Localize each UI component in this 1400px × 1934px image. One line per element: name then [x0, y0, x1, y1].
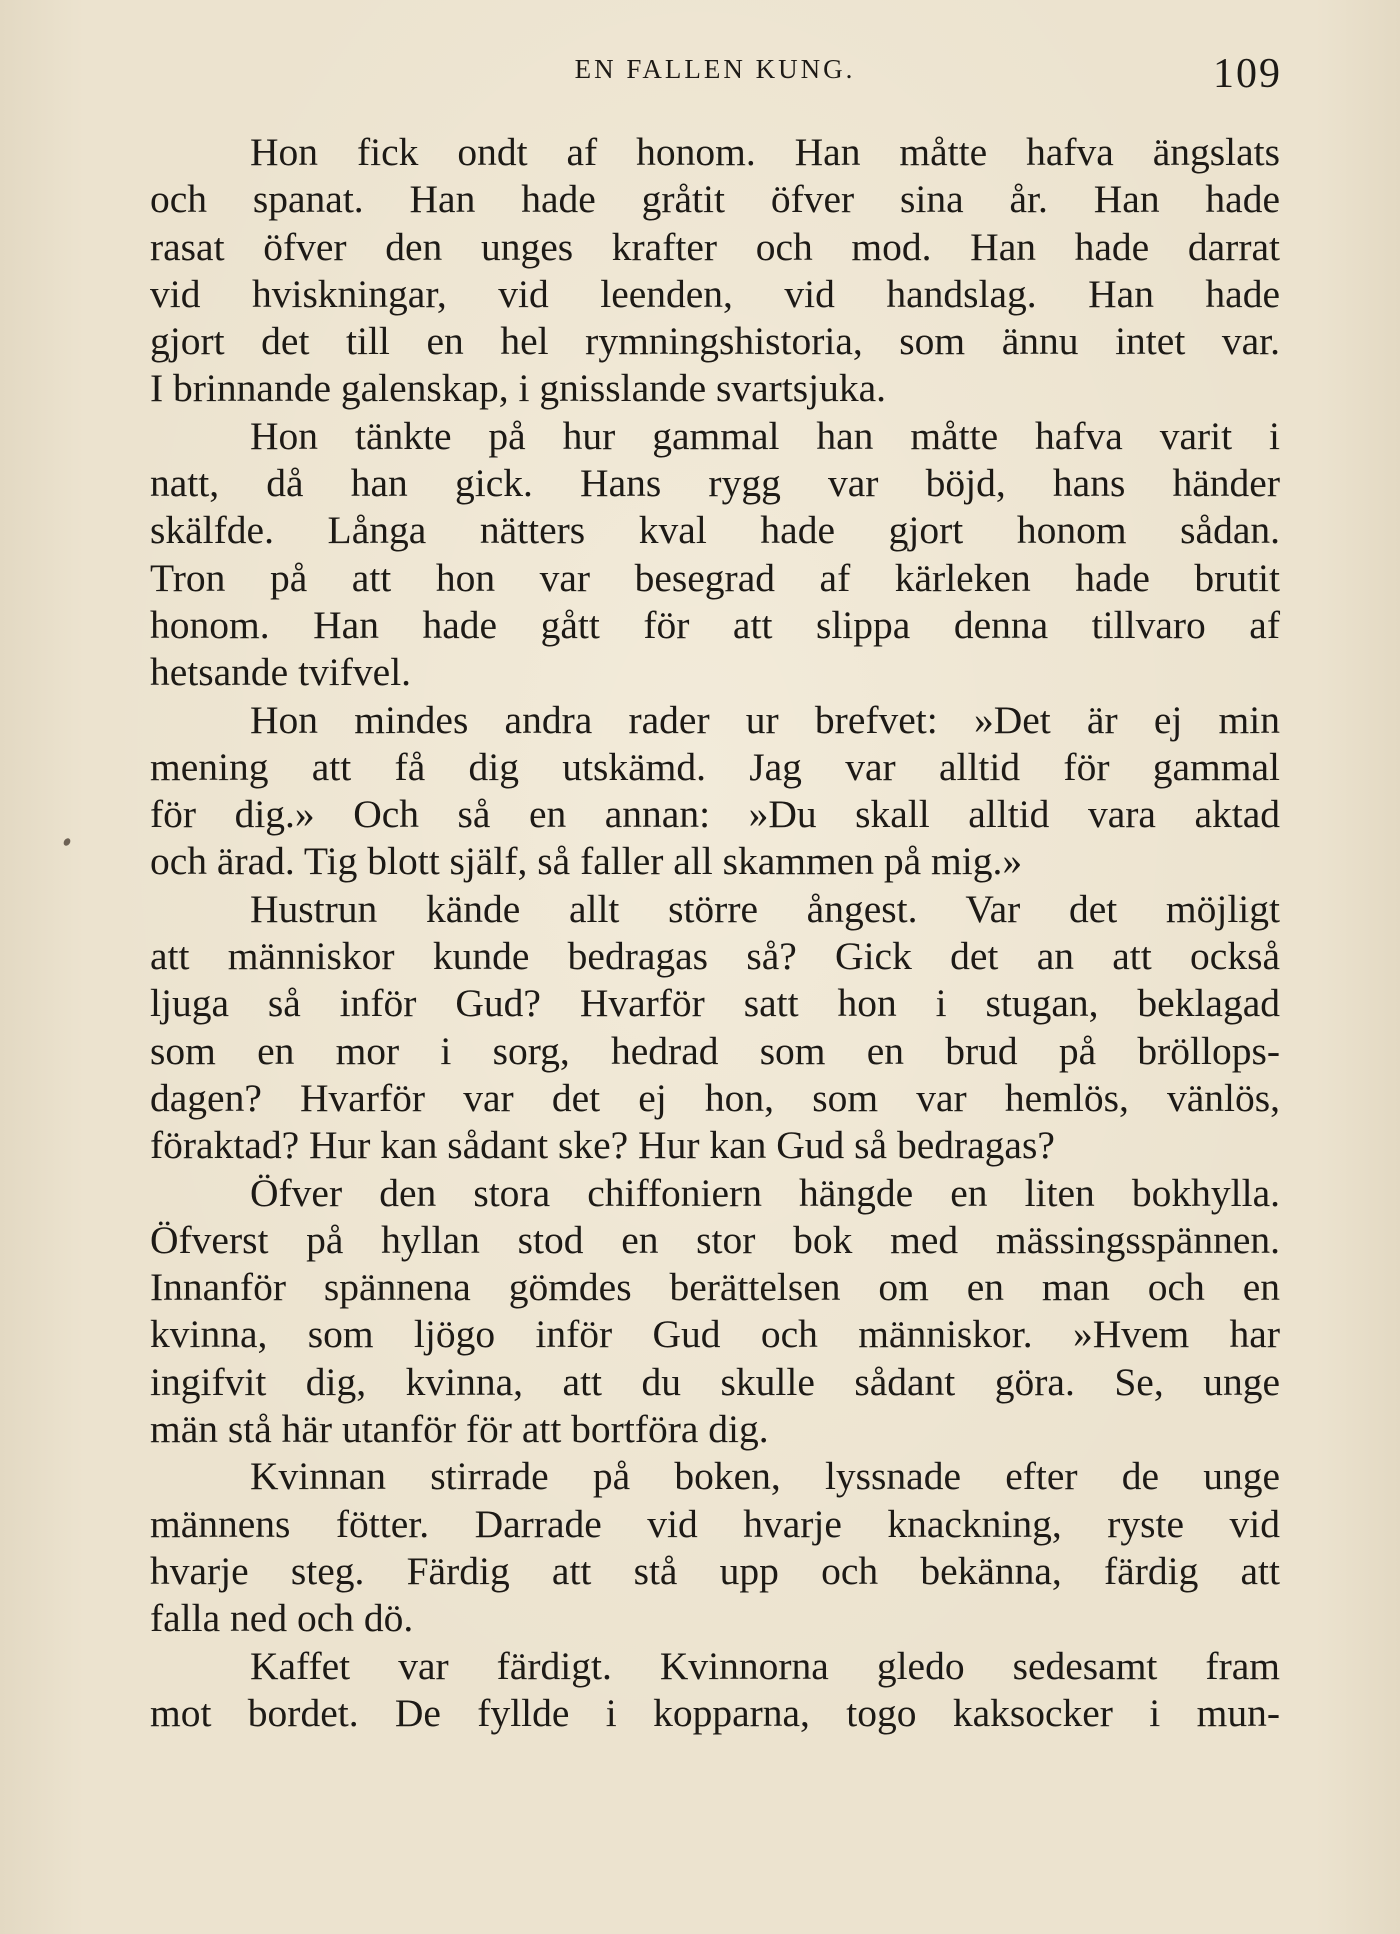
text-line: Innanför spännena gömdes berättelsen om en man och en [150, 1265, 1280, 1310]
text-line: Öfver den stora chiffoniern hängde en liten bokhylla. [250, 1170, 1280, 1215]
text-line: dagen? Hvarför var det ej hon, som var hemlös, vänlös, [150, 1075, 1280, 1120]
text-line: för dig.» Och så en annan: »Du skall alltid vara aktad [150, 792, 1280, 837]
page-number: 109 [1213, 51, 1282, 97]
text-line: män stå här utanför för att bortföra dig. [150, 1407, 769, 1452]
text-line: Hustrun kände allt större ångest. Var det möjligt [250, 886, 1280, 931]
text-line: föraktad? Hur kan sådant ske? Hur kan Gud så bedragas? [150, 1123, 1055, 1168]
running-head-title: EN FALLEN KUNG. [574, 54, 856, 84]
text-line: mot bordet. De fyllde i kopparna, togo kaksocker i mun- [150, 1690, 1280, 1735]
text-line: hetsande tvifvel. [150, 650, 412, 695]
text-line: rasat öfver den unges krafter och mod. Han hade darrat [150, 224, 1280, 269]
text-line: Hon mindes andra rader ur brefvet: »Det är ej min [250, 697, 1280, 742]
paragraph [150, 413, 1280, 697]
text-line: mening att få dig utskämd. Jag var alltid för gammal [150, 744, 1280, 789]
text-line: falla ned och dö. [150, 1596, 414, 1641]
paragraph [150, 129, 1280, 413]
text-line: vid hviskningar, vid leenden, vid handslag. Han hade [150, 271, 1280, 316]
text-line: Kvinnan stirrade på boken, lyssnade efter de unge [250, 1454, 1280, 1499]
text-line: Hon tänkte på hur gammal han måtte hafva varit i [250, 413, 1280, 458]
text-line: ingifvit dig, kvinna, att du skulle sådant göra. Se, unge [150, 1359, 1280, 1404]
text-line: männens fötter. Darrade vid hvarje knackning, ryste vid [150, 1501, 1280, 1546]
text-line: natt, då han gick. Hans rygg var böjd, hans händer [150, 461, 1280, 506]
text-line: kvinna, som ljögo inför Gud och människor. »Hvem har [150, 1312, 1280, 1357]
paragraph [150, 886, 1280, 1170]
text-line: ljuga så inför Gud? Hvarför satt hon i stugan, beklagad [150, 981, 1280, 1026]
running-head [148, 48, 1282, 98]
ink-speck [62, 837, 72, 847]
text-line: som en mor i sorg, hedrad som en brud på bröllops- [150, 1028, 1280, 1073]
text-line: Öfverst på hyllan stod en stor bok med mässingsspännen. [150, 1217, 1280, 1262]
text-line: Hon fick ondt af honom. Han måtte hafva ängslats [250, 130, 1280, 174]
paragraph [150, 1453, 1280, 1642]
paragraph [150, 697, 1280, 886]
text-line: gjort det till en hel rymningshistoria, som ännu intet var. [150, 319, 1280, 364]
text-line: Tron på att hon var besegrad af kärleken hade brutit [150, 555, 1280, 600]
text-line: och spanat. Han hade gråtit öfver sina år. Han hade [150, 177, 1280, 222]
text-line: skälfde. Långa nätters kval hade gjort honom sådan. [150, 508, 1280, 553]
paragraph [150, 1170, 1280, 1454]
paragraph [150, 1643, 1280, 1738]
body-text [150, 129, 1280, 1737]
text-line: att människor kunde bedragas så? Gick det an att också [150, 934, 1280, 979]
text-line: I brinnande galenskap, i gnisslande svartsjuka. [150, 366, 887, 411]
text-line: hvarje steg. Färdig att stå upp och bekänna, färdig att [150, 1548, 1280, 1593]
text-line: och ärad. Tig blott själf, så faller all skammen på mig.» [150, 839, 1023, 884]
text-line: Kaffet var färdigt. Kvinnorna gledo sedesamt fram [250, 1643, 1280, 1688]
text-line: honom. Han hade gått för att slippa denna tillvaro af [150, 602, 1280, 647]
